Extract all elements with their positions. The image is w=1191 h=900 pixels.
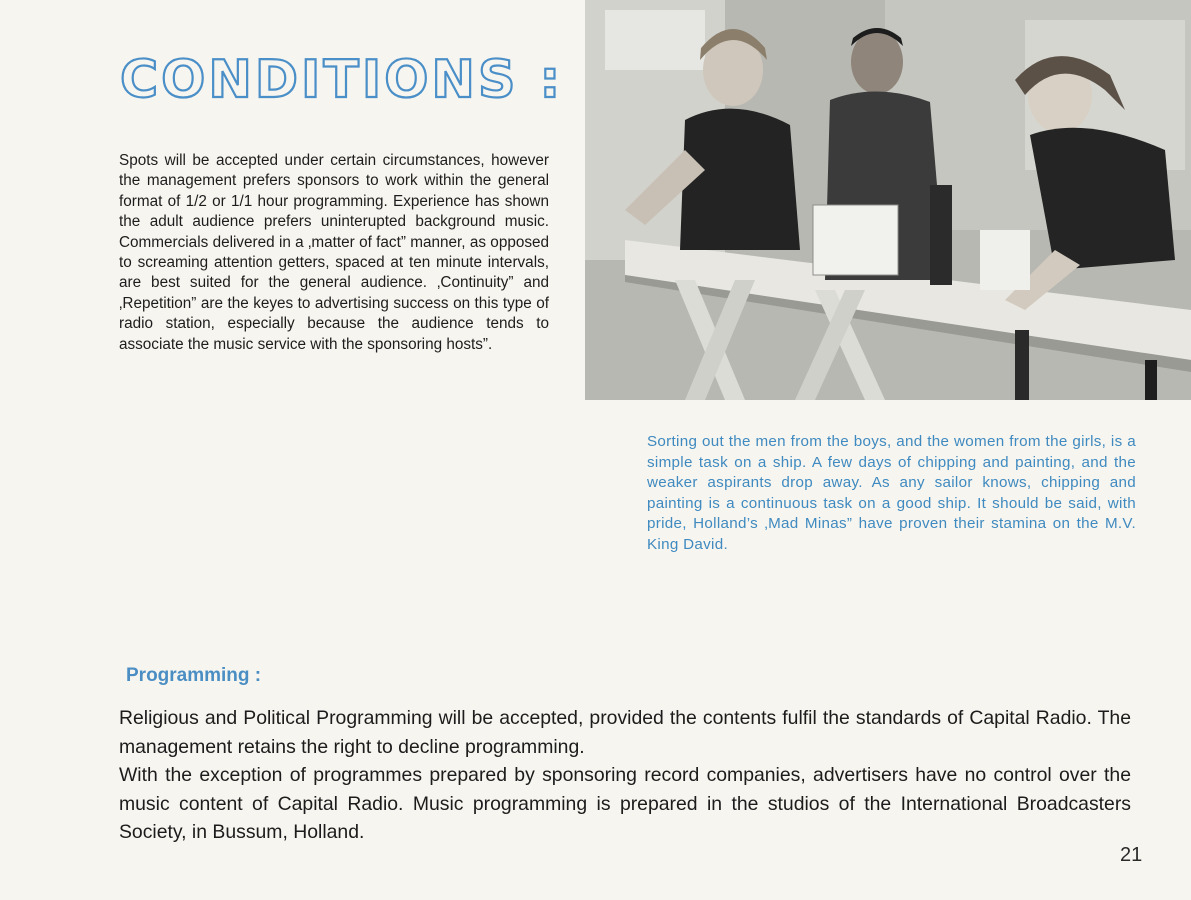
photo-crew-on-deck — [585, 0, 1191, 400]
page-title: CONDITIONS : — [120, 50, 564, 110]
photo-caption: Sorting out the men from the boys, and the women from the girls, is a simple task on a ship. A few days of chipping and painting, and the weaker aspirants drop away. As any sailor knows, chipping and painting is a continuous task on a good ship. It should be said, with pride, Holland’s ‚Mad Minas” have proven their stamina on the M.V. King David. — [647, 433, 1136, 553]
programming-heading: Programming : — [126, 665, 262, 686]
page-number: 21 — [1120, 844, 1143, 866]
intro-paragraph: Spots will be accepted under certain circumstances, however the management prefers sponsors to work within the general format of 1/2 or 1/1 hour programming. Experience has shown the adult audience prefers uninterupted background music. Commercials delivered in a ‚matter of fact” manner, as opposed to screaming attention getters, spaced at ten minute intervals, are best suited for the general audience. ‚Continuity” and ‚Repetition” are the keyes to advertising success on this type of radio station, especially because the audience tends to associate the music service with the sponsoring hosts”. — [119, 152, 549, 353]
programming-paragraph-2: With the exception of programmes prepared by sponsoring record companies, advertisers have no control over the music content of Capital Radio. Music programming is prepared in the studios of the International Broadcasters Society, in Bussum, Holland. — [119, 764, 1131, 843]
programming-paragraph-1: Religious and Political Programming will be accepted, provided the contents fulfil the standards of Capital Radio. The management retains the right to decline programming. — [119, 707, 1131, 758]
programming-body — [119, 704, 1131, 847]
